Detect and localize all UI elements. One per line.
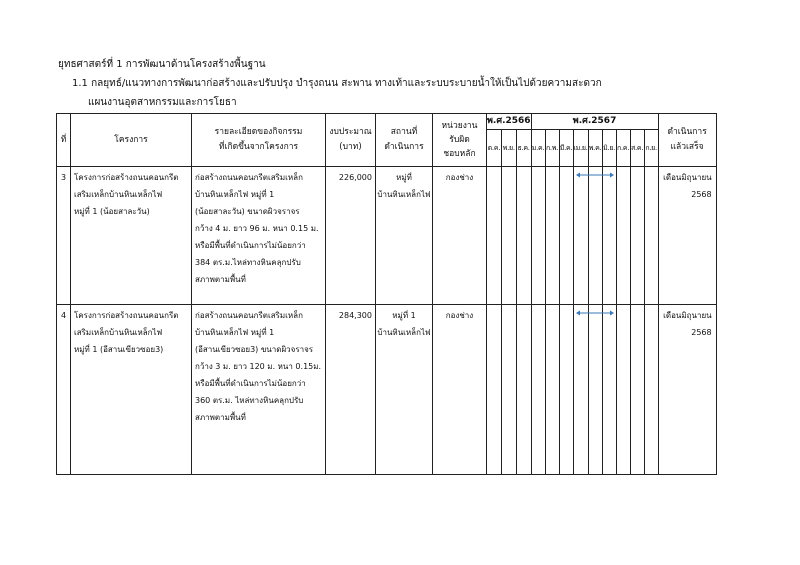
strategy-title: ยุทธศาสตร์ที่ 1 การพัฒนาด้านโครงสร้างพื้นฐาน [58, 59, 266, 70]
month-cell [545, 305, 559, 475]
month-cell [602, 167, 616, 305]
month-cell [559, 305, 573, 475]
month-header: ก.พ. [545, 130, 559, 167]
month-cell [487, 167, 502, 305]
month-header: พ.ย. [501, 130, 516, 167]
month-cell [516, 305, 531, 475]
project-plan-table [56, 113, 717, 475]
row-location: หมู่ที่ บ้านหินเหล็กไฟ [376, 167, 433, 305]
month-header: เม.ย. [573, 130, 588, 167]
month-cell [573, 167, 588, 305]
month-header: พ.ค. [588, 130, 602, 167]
guideline-title: 1.1 กลยุทธ์/แนวทางการพัฒนาก่อสร้างและปรับปรุง บำรุงถนน สะพาน ทางเท้าและระบบระบายน้ำให้เป็นไปด้วยความสะดวก [72, 78, 602, 89]
month-cell [531, 167, 545, 305]
month-cell [573, 305, 588, 475]
month-header: ส.ค. [630, 130, 644, 167]
month-cell [630, 305, 644, 475]
row-done: เดือนมิถุนายน 2568 [658, 305, 716, 475]
month-cell [588, 305, 602, 475]
col-agency-header: หน่วยงาน รับผิด ชอบหลัก [433, 114, 487, 167]
month-header: ก.ย. [644, 130, 658, 167]
month-cell [487, 305, 502, 475]
col-project-header: โครงการ [71, 114, 192, 167]
month-cell [644, 167, 658, 305]
month-header: ก.ค. [616, 130, 630, 167]
table-row [57, 167, 717, 305]
schedule-arrow [576, 309, 618, 317]
col-no-header: ที่ [57, 114, 71, 167]
row-budget: 226,000 [326, 167, 376, 305]
row-done: เดือนมิถุนายน 2568 [658, 167, 716, 305]
month-header: ต.ค. [487, 130, 502, 167]
row-no: 4 [57, 305, 71, 475]
col-budget-header: งบประมาณ (บาท) [326, 114, 376, 167]
month-cell [630, 167, 644, 305]
row-project: โครงการก่อสร้างถนนคอนกรีต เสริมเหล็กบ้านหินเหล็กไฟ หมู่ที่ 1 (อีสานเขียวซอย3) [71, 305, 192, 475]
month-cell [559, 167, 573, 305]
month-cell [588, 167, 602, 305]
row-location: หมู่ที่ 1 บ้านหินเหล็กไฟ [376, 305, 433, 475]
month-cell [616, 167, 630, 305]
row-agency: กองช่าง [433, 167, 487, 305]
month-cell [516, 167, 531, 305]
month-cell [531, 305, 545, 475]
month-cell [501, 167, 516, 305]
year-2566-header: พ.ศ.2566 [487, 114, 532, 130]
month-header: ม.ค. [531, 130, 545, 167]
month-header: ธ.ค. [516, 130, 531, 167]
row-no: 3 [57, 167, 71, 305]
month-header: มี.ค. [559, 130, 573, 167]
row-project: โครงการก่อสร้างถนนคอนกรีต เสริมเหล็กบ้านหินเหล็กไฟ หมู่ที่ 1 (น้อยสาละวัน) [71, 167, 192, 305]
plan-title: แผนงานอุตสาหกรรมและการโยธา [88, 97, 237, 108]
month-cell [501, 305, 516, 475]
row-agency: กองช่าง [433, 305, 487, 475]
col-done-header: ดำเนินการ แล้วเสร็จ [658, 114, 716, 167]
year-2567-header: พ.ศ.2567 [531, 114, 658, 130]
month-cell [545, 167, 559, 305]
schedule-arrow [576, 171, 618, 179]
month-cell [644, 305, 658, 475]
month-cell [602, 305, 616, 475]
month-cell [616, 305, 630, 475]
table-row [57, 305, 717, 475]
row-budget: 284,300 [326, 305, 376, 475]
row-detail: ก่อสร้างถนนคอนกรีตเสริมเหล็ก บ้านหินเหล็กไฟ หมู่ที่ 1 (น้อยสาละวัน) ขนาดผิวจราจร กว้าง 4 ม. ยาว 96 ม. หนา 0.15 ม. หรือมีพื้นที่ดำเนินการไม่น้อยกว่า 384 ตร.ม.ไหล่ทางหินคลุกปรับ สภาพตามพื้นที่ [192, 167, 326, 305]
col-detail-header: รายละเอียดของกิจกรรม ที่เกิดขึ้นจากโครงการ [192, 114, 326, 167]
row-detail: ก่อสร้างถนนคอนกรีตเสริมเหล็ก บ้านหินเหล็กไฟ หมู่ที่ 1 (อีสานเขียวซอย3) ขนาดผิวจราจร กว้าง 3 ม. ยาว 120 ม. หนา 0.15ม. หรือมีพื้นที่ดำเนินการไม่น้อยกว่า 360 ตร.ม. ไหล่ทางหินคลุกปรับ สภาพตามพื้นที่ [192, 305, 326, 475]
month-header: มิ.ย. [602, 130, 616, 167]
col-location-header: สถานที่ ดำเนินการ [376, 114, 433, 167]
